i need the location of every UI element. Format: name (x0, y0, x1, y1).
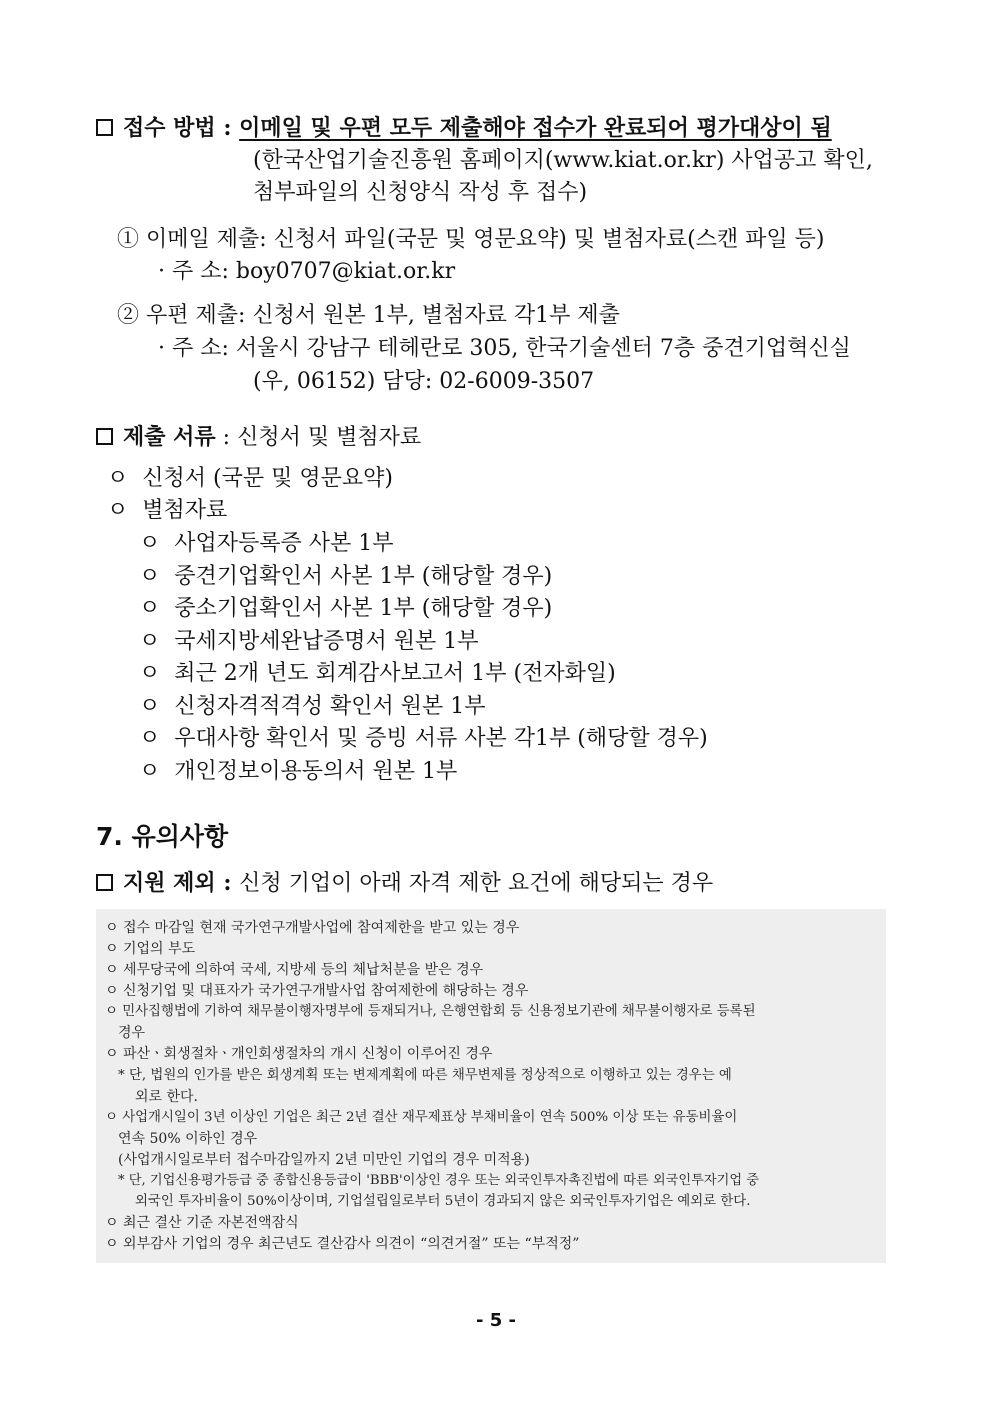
reception-highlight: 이메일 및 우편 모두 제출해야 접수가 완료되어 평가대상이 됨 (239, 115, 832, 141)
page-number: - 5 - (476, 1310, 516, 1331)
exclusion-line: 외국인 투자비율이 50%이상이며, 기업설립일로부터 5년이 경과되지 않은 외국인투자기업은 예외로 한다. (135, 1194, 751, 1209)
attachment-item (139, 594, 552, 624)
exclusion-line: ㅇ 세무당국에 의하여 국세, 지방세 등의 체납처분을 받은 경우 (105, 962, 484, 978)
documents-item (107, 496, 227, 526)
attachment-text: 국세지방세완납증명서 원본 1부 (174, 629, 479, 654)
checkbox-icon (96, 119, 113, 136)
documents-label: 제출 서류 (123, 424, 216, 450)
bullet-icon: ㅇ (139, 564, 161, 589)
exclusion-line: ㅇ 신청기업 및 대표자가 국가연구개발사업 참여제한에 해당하는 경우 (105, 983, 529, 999)
bullet-icon: ㅇ (139, 531, 161, 556)
bullet-icon: ㅇ (139, 759, 161, 784)
checkbox-icon (96, 874, 113, 891)
checkbox-icon (96, 428, 113, 445)
reception-line2: (한국산업기술진흥원 홈페이지(www.kiat.or.kr) 사업공고 확인, (253, 148, 873, 173)
exclusion-line: ㅇ 사업개시일이 3년 이상인 기업은 최근 2년 결산 재무제표상 부채비율이 연속 500% 이상 또는 유동비율이 (105, 1110, 738, 1125)
exclusion-line: 외로 한다. (135, 1089, 198, 1105)
exclusion-line: ㅇ 민사집행법에 기하여 채무불이행자명부에 등재되거나, 은행연합회 등 신용정보기관에 채무불이행자로 등록된 (105, 1004, 756, 1019)
attachment-text: 중소기업확인서 사본 1부 (해당할 경우) (174, 596, 553, 621)
attachment-text: 중견기업확인서 사본 1부 (해당할 경우) (174, 564, 553, 589)
bullet-icon: ㅇ (139, 661, 161, 686)
documents-item-text: 신청서 (국문 및 영문요약) (142, 466, 393, 491)
post-contact: (우, 06152) 담당: 02-6009-3507 (253, 369, 595, 394)
exclusion-line: ㅇ 기업의 부도 (105, 941, 196, 957)
exclusion-line: ㅇ 최근 결산 기준 자본전액잠식 (105, 1215, 299, 1231)
email-address: · 주 소: boy0707@kiat.or.kr (158, 259, 456, 284)
post-address: · 주 소: 서울시 강남구 테헤란로 305, 한국기술센터 7층 중견기업혁신실 (158, 336, 851, 361)
section7-title: 7. 유의사항 (96, 822, 229, 851)
bullet-icon: ㅇ (139, 726, 161, 751)
documents-heading (96, 422, 421, 453)
attachment-text: 개인정보이용동의서 원본 1부 (174, 759, 458, 784)
reception-colon: : (215, 115, 240, 141)
exclusion-line: * 단, 법원의 인가를 받은 회생계획 또는 변제계획에 따른 채무변제를 정상적으로 이행하고 있는 경우는 예 (118, 1068, 732, 1083)
post-heading: ② 우편 제출: 신청서 원본 1부, 별첨자료 각1부 제출 (117, 303, 620, 328)
exclusion-line: ㅇ 파산ㆍ회생절차ㆍ개인회생절차의 개시 신청이 이루어진 경우 (105, 1046, 493, 1062)
reception-line3: 첨부파일의 신청양식 작성 후 접수) (253, 180, 588, 205)
attachment-item (139, 627, 479, 657)
exclusion-label: 지원 제외 (123, 870, 216, 896)
attachment-item (139, 529, 394, 559)
bullet-icon: ㅇ (139, 596, 161, 621)
reception-label: 접수 방법 (123, 115, 216, 141)
attachment-item (139, 692, 486, 722)
exclusion-line: 경우 (118, 1025, 146, 1041)
attachment-text: 우대사항 확인서 및 증빙 서류 사본 각1부 (해당할 경우) (174, 726, 708, 751)
documents-item-text: 별첨자료 (142, 498, 228, 523)
exclusion-line: * 단, 기업신용평가등급 중 종합신용등급이 'BBB'이상인 경우 또는 외국인투자촉진법에 따른 외국인투자기업 중 (118, 1173, 759, 1188)
documents-item (107, 464, 393, 494)
attachment-item (139, 757, 457, 787)
bullet-icon: ㅇ (139, 694, 161, 719)
attachment-text: 신청자격적격성 확인서 원본 1부 (174, 694, 486, 719)
attachment-text: 최근 2개 년도 회계감사보고서 1부 (전자화일) (174, 661, 616, 686)
exclusion-line: ㅇ 외부감사 기업의 경우 최근년도 결산감사 의견이 “의견거절” 또는 “부적정” (105, 1236, 580, 1252)
exclusion-heading (96, 868, 713, 899)
exclusion-line: ㅇ 접수 마감일 현재 국가연구개발사업에 참여제한을 받고 있는 경우 (105, 920, 520, 936)
attachment-item (139, 724, 708, 754)
reception-heading (96, 113, 832, 144)
exclusion-line: (사업개시일로부터 접수마감일까지 2년 미만인 기업의 경우 미적용) (118, 1152, 530, 1168)
documents-value: 신청서 및 별첨자료 (237, 425, 422, 450)
exclusion-value: 신청 기업이 아래 자격 제한 요건에 해당되는 경우 (239, 871, 714, 896)
bullet-icon: ㅇ (107, 466, 129, 491)
attachment-item (139, 562, 552, 592)
exclusion-line: 연속 50% 이하인 경우 (118, 1131, 258, 1147)
bullet-icon: ㅇ (139, 629, 161, 654)
documents-colon: : (215, 425, 238, 450)
email-heading: ① 이메일 제출: 신청서 파일(국문 및 영문요약) 및 별첨자료(스캔 파일 등) (117, 227, 825, 252)
attachment-item (139, 659, 616, 689)
attachment-text: 사업자등록증 사본 1부 (174, 531, 394, 556)
bullet-icon: ㅇ (107, 498, 129, 523)
exclusion-colon: : (215, 870, 240, 896)
